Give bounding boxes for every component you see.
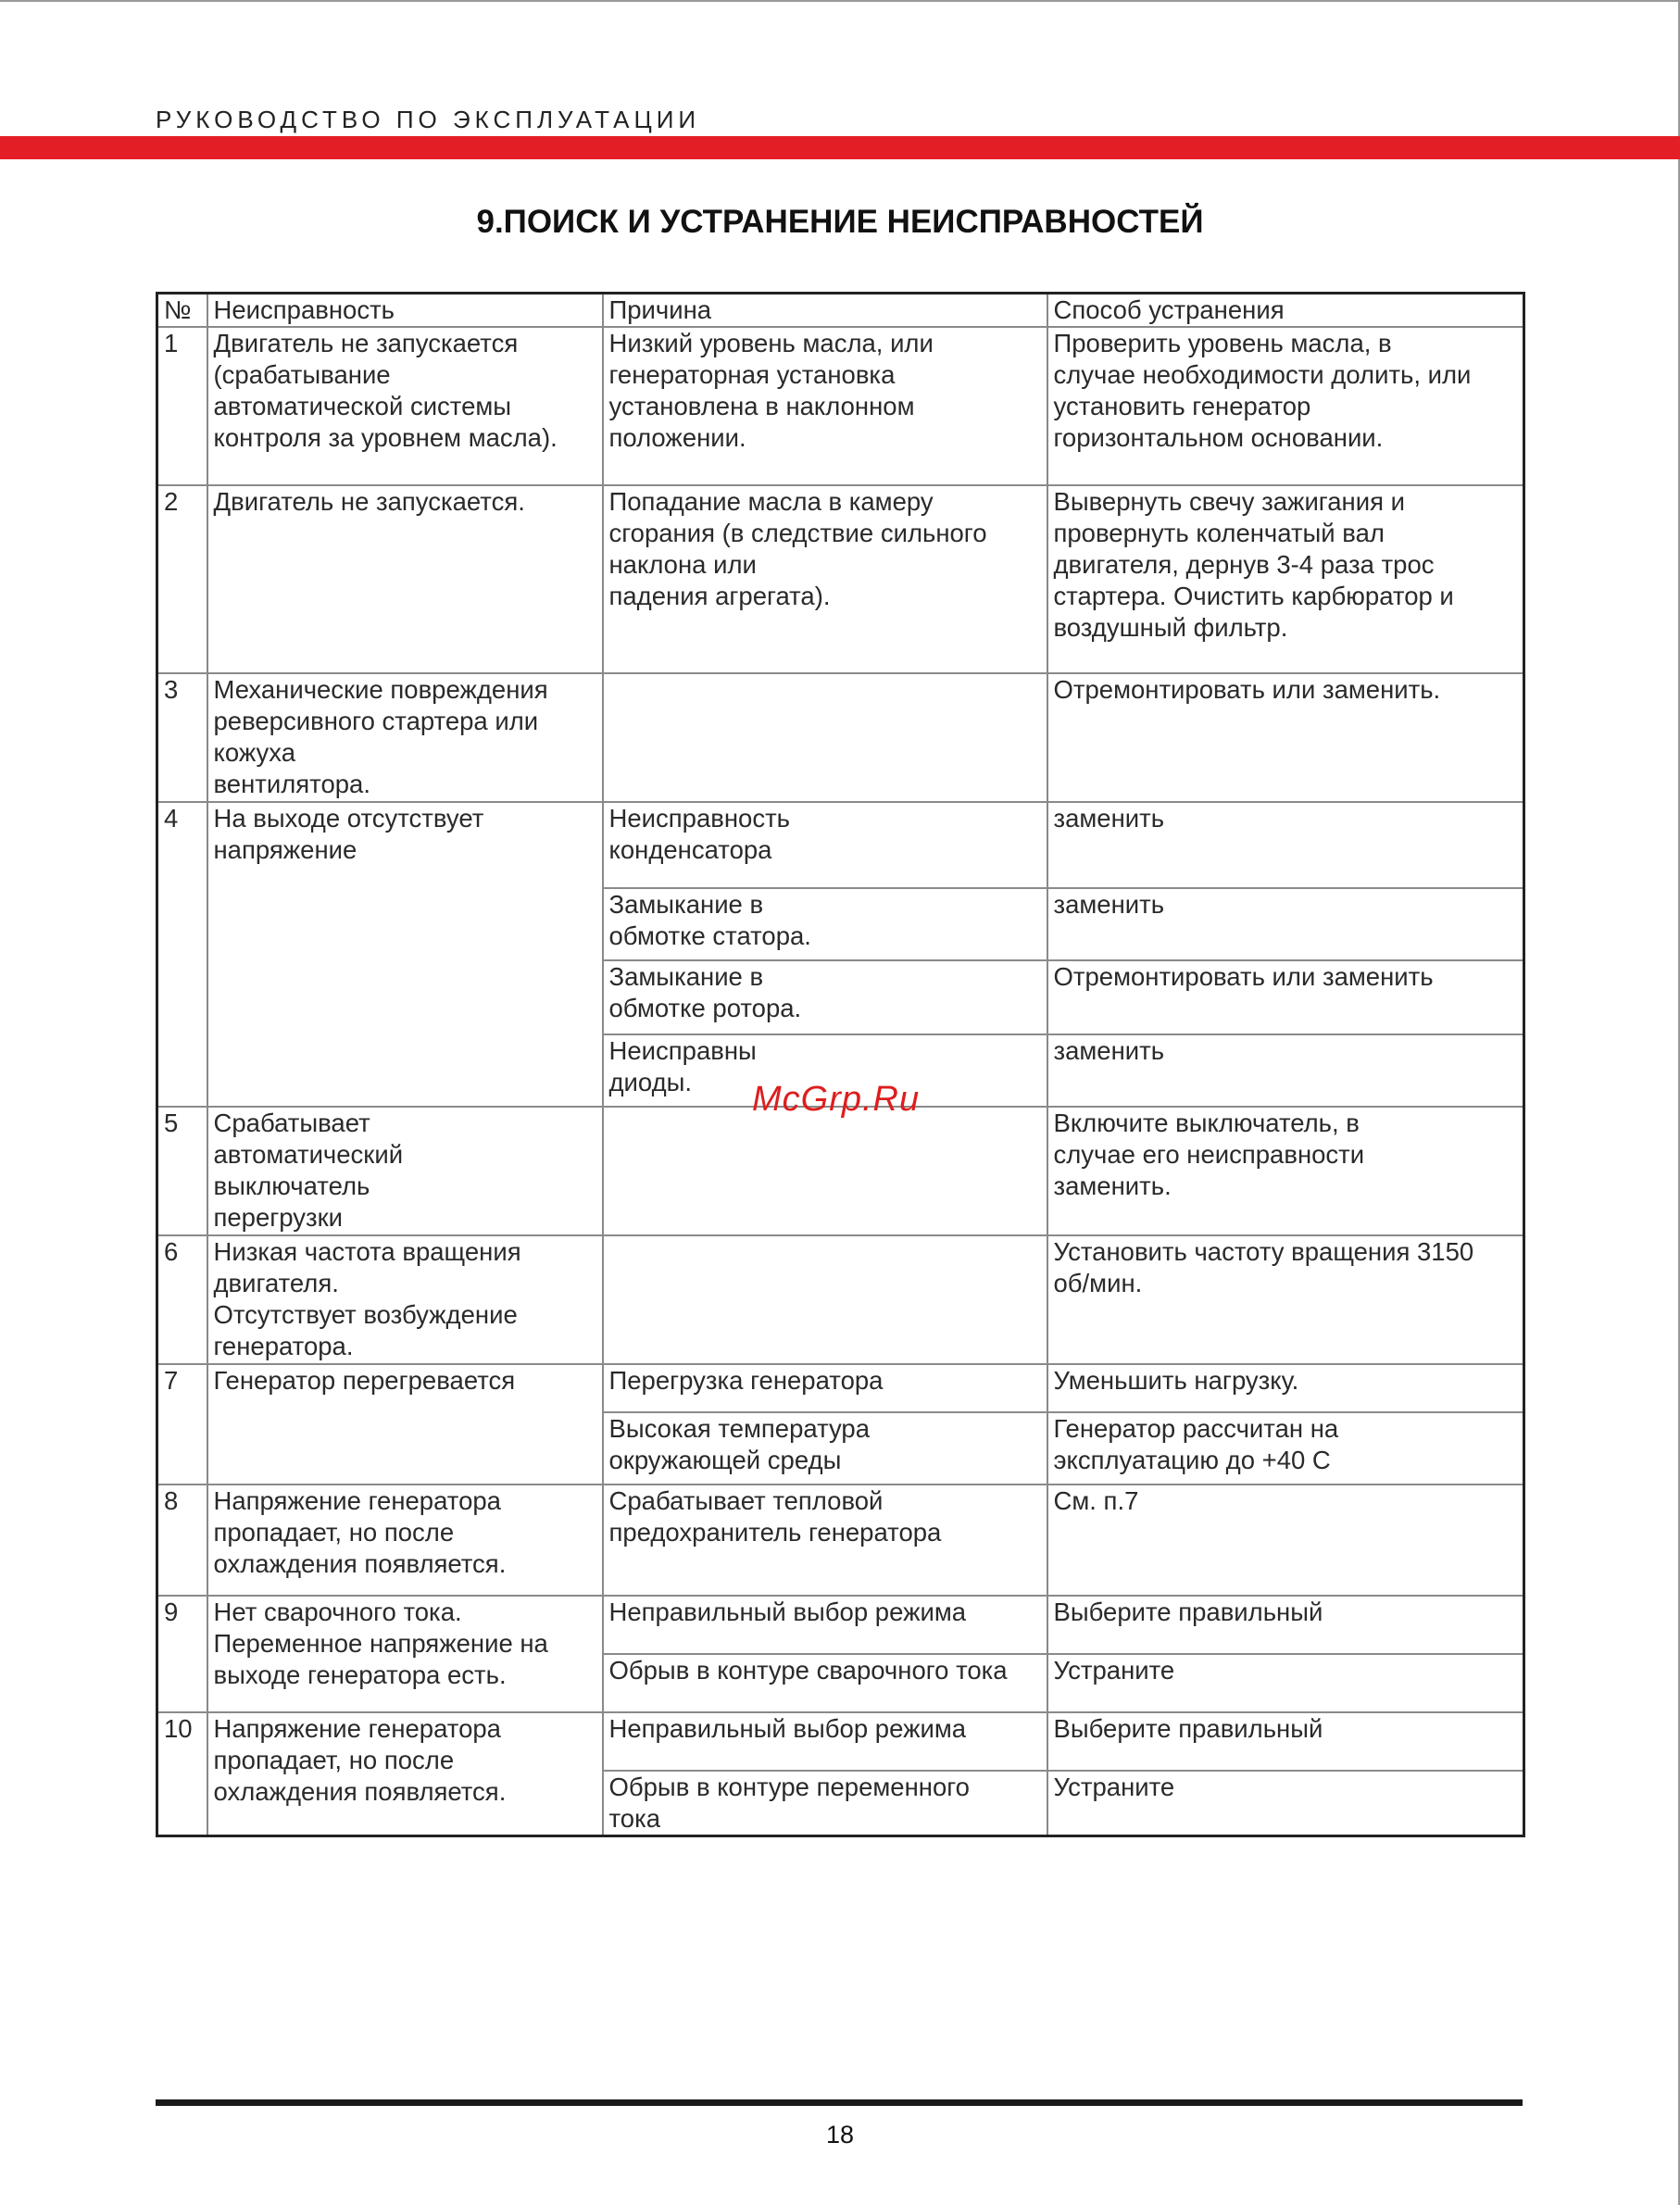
remedy-cell: Отремонтировать или заменить. xyxy=(1047,673,1524,802)
section-title: 9.ПОИСК И УСТРАНЕНИЕ НЕИСПРАВНОСТЕЙ xyxy=(476,204,1204,240)
row-number: 6 xyxy=(157,1235,207,1364)
column-header-fault: Неисправность xyxy=(207,294,603,328)
fault-cell: Напряжение генератора пропадает, но после охлаждения появляется. xyxy=(207,1485,603,1596)
column-header-remedy: Способ устранения xyxy=(1047,294,1524,328)
remedy-cell: заменить xyxy=(1047,1034,1524,1107)
remedy-cell: Проверить уровень масла, в случае необходимости долить, или установить генератор горизонтальном основании. xyxy=(1047,327,1524,485)
page-number: 18 xyxy=(825,2121,855,2149)
table-row xyxy=(157,1485,1524,1596)
fault-cell: Низкая частота вращения двигателя. Отсутствует возбуждение генератора. xyxy=(207,1235,603,1364)
row-number: 10 xyxy=(157,1712,207,1836)
cause-cell: Высокая температура окружающей среды xyxy=(603,1412,1047,1485)
fault-cell: Двигатель не запускается (срабатывание автоматической системы контроля за уровнем масла). xyxy=(207,327,603,485)
cause-cell: Замыкание в обмотке статора. xyxy=(603,888,1047,960)
table-header-row xyxy=(157,294,1524,328)
remedy-cell: заменить xyxy=(1047,888,1524,960)
cause-cell: Неисправность конденсатора xyxy=(603,802,1047,888)
row-number: 4 xyxy=(157,802,207,1107)
cause-cell: Срабатывает тепловой предохранитель генератора xyxy=(603,1485,1047,1596)
remedy-cell: Включите выключатель, в случае его неисправности заменить. xyxy=(1047,1107,1524,1235)
cause-cell: Обрыв в контуре переменного тока xyxy=(603,1771,1047,1836)
table-row xyxy=(157,673,1524,802)
row-number: 2 xyxy=(157,485,207,673)
site-watermark: McGrp.Ru xyxy=(752,1080,921,1119)
footer-rule xyxy=(156,2099,1523,2106)
cause-cell: Перегрузка генератора xyxy=(603,1364,1047,1412)
table-row xyxy=(157,327,1524,485)
cause-cell: Попадание масла в камеру сгорания (в следствие сильного наклона или падения агрегата). xyxy=(603,485,1047,673)
table-row xyxy=(157,1596,1524,1654)
table-row xyxy=(157,1235,1524,1364)
row-number: 7 xyxy=(157,1364,207,1485)
remedy-cell: Установить частоту вращения 3150 об/мин. xyxy=(1047,1235,1524,1364)
table-row xyxy=(157,802,1524,888)
fault-cell: Напряжение генератора пропадает, но после охлаждения появляется. xyxy=(207,1712,603,1836)
table-row xyxy=(157,1712,1524,1771)
row-number: 8 xyxy=(157,1485,207,1596)
remedy-cell: Устраните xyxy=(1047,1771,1524,1836)
cause-cell xyxy=(603,1235,1047,1364)
remedy-cell: Устраните xyxy=(1047,1654,1524,1712)
cause-cell: Неправильный выбор режима xyxy=(603,1712,1047,1771)
troubleshooting-table xyxy=(156,292,1525,1837)
row-number: 9 xyxy=(157,1596,207,1712)
fault-cell: Срабатывает автоматический выключатель перегрузки xyxy=(207,1107,603,1235)
header-red-band xyxy=(0,136,1680,159)
cause-cell: Низкий уровень масла, или генераторная установка установлена в наклонном положении. xyxy=(603,327,1047,485)
table-row xyxy=(157,485,1524,673)
remedy-cell: Выберите правильный xyxy=(1047,1596,1524,1654)
page-edge-top xyxy=(0,0,1680,2)
fault-cell: Генератор перегревается xyxy=(207,1364,603,1485)
row-number: 5 xyxy=(157,1107,207,1235)
column-header-cause: Причина xyxy=(603,294,1047,328)
remedy-cell: Выберите правильный xyxy=(1047,1712,1524,1771)
row-number: 1 xyxy=(157,327,207,485)
fault-cell: Механические повреждения реверсивного стартера или кожуха вентилятора. xyxy=(207,673,603,802)
running-header: РУКОВОДСТВО ПО ЭКСПЛУАТАЦИИ xyxy=(156,106,701,133)
remedy-cell: См. п.7 xyxy=(1047,1485,1524,1596)
remedy-cell: Уменьшить нагрузку. xyxy=(1047,1364,1524,1412)
remedy-cell: Отремонтировать или заменить xyxy=(1047,960,1524,1034)
row-number: 3 xyxy=(157,673,207,802)
table-row xyxy=(157,1107,1524,1235)
cause-cell xyxy=(603,673,1047,802)
remedy-cell: Вывернуть свечу зажигания и провернуть коленчатый вал двигателя, дернув 3-4 раза трос стартера. Очистить карбюратор и воздушный фильтр. xyxy=(1047,485,1524,673)
cause-cell: Замыкание в обмотке ротора. xyxy=(603,960,1047,1034)
fault-cell: На выходе отсутствует напряжение xyxy=(207,802,603,1107)
remedy-cell: заменить xyxy=(1047,802,1524,888)
fault-cell: Нет сварочного тока. Переменное напряжение на выходе генератора есть. xyxy=(207,1596,603,1712)
cause-cell: Обрыв в контуре сварочного тока xyxy=(603,1654,1047,1712)
fault-cell: Двигатель не запускается. xyxy=(207,485,603,673)
column-header-number: № xyxy=(157,294,207,328)
remedy-cell: Генератор рассчитан на эксплуатацию до +40 С xyxy=(1047,1412,1524,1485)
table-row xyxy=(157,1364,1524,1412)
cause-cell: Неправильный выбор режима xyxy=(603,1596,1047,1654)
cause-cell: Неисправны диоды. xyxy=(603,1034,1047,1107)
cause-cell xyxy=(603,1107,1047,1235)
